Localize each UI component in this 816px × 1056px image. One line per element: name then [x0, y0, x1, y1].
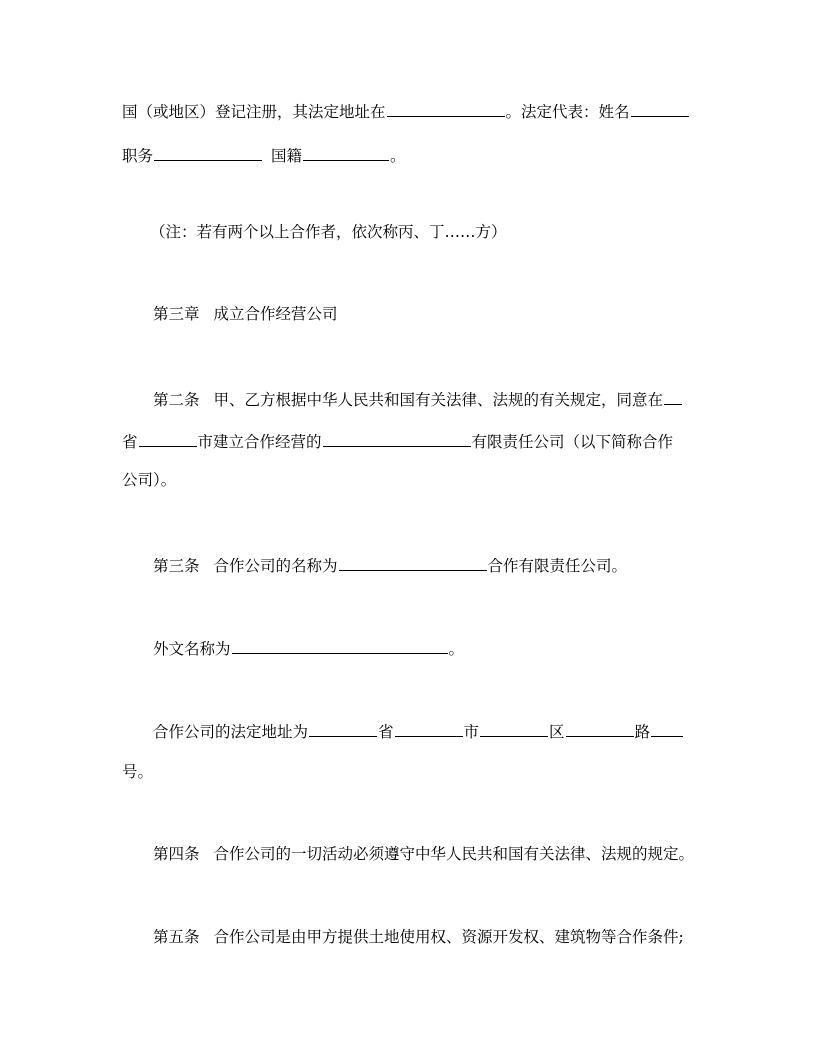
chapter-number: 第三章: [153, 305, 200, 323]
number-blank[interactable]: [651, 722, 683, 737]
article-4-line: [153, 847, 694, 863]
text-segment: 。: [448, 640, 465, 658]
party-registration-line: [122, 102, 690, 121]
text-segment: 合作有限责任公司。: [487, 557, 628, 575]
company-name-blank[interactable]: [323, 432, 471, 447]
position-nationality-line: [122, 146, 406, 165]
article-2-line-3: 公司）。: [122, 471, 177, 489]
article-5-line: [153, 930, 684, 946]
text-segment: 路: [634, 723, 651, 741]
name-blank[interactable]: [631, 102, 689, 117]
text-segment: 区: [549, 723, 565, 741]
text-segment: 合作公司的法定地址为: [153, 723, 309, 741]
province-blank[interactable]: [664, 390, 682, 405]
text-segment: 合作公司是由甲方提供土地使用权、资源开发权、建筑物等合作条件;: [213, 928, 684, 946]
province-blank[interactable]: [309, 722, 377, 737]
text-segment: 外文名称为: [153, 640, 231, 658]
company-name-blank[interactable]: [339, 556, 487, 571]
article-number: 第二条: [153, 391, 200, 409]
text-segment: 。: [390, 147, 406, 165]
foreign-name-blank[interactable]: [232, 639, 448, 654]
text-segment: 有限责任公司（以下简称合作: [471, 433, 674, 451]
foreign-name-line: [153, 639, 464, 658]
text-segment: 市: [463, 723, 480, 741]
road-blank[interactable]: [566, 722, 634, 737]
article-3-line: [153, 556, 627, 575]
article-number: 第五条: [153, 928, 200, 946]
district-blank[interactable]: [480, 722, 548, 737]
city-blank[interactable]: [395, 722, 463, 737]
text-segment: 市建立合作经营的: [197, 433, 322, 451]
text-segment: 国籍: [271, 147, 303, 165]
text-segment: 省: [378, 723, 394, 741]
chapter-heading: [153, 307, 338, 323]
text-segment: 职务: [122, 147, 154, 165]
address-blank[interactable]: [387, 102, 505, 117]
text-segment: 省: [122, 433, 138, 451]
nationality-blank[interactable]: [303, 146, 389, 161]
text-segment: 甲、乙方根据中华人民共和国有关法律、法规的有关规定，同意在: [213, 391, 664, 409]
legal-address-line: [153, 722, 684, 741]
text-segment: 国（或地区）登记注册，其法定地址在: [122, 103, 386, 121]
note-line: （注：若有两个以上合作者，依次称丙、丁……方）: [150, 223, 507, 241]
position-blank[interactable]: [154, 146, 262, 161]
text-segment: 。法定代表：姓名: [505, 103, 630, 121]
text-segment: 合作公司的一切活动必须遵守中华人民共和国有关法律、法规的规定。: [213, 845, 695, 863]
text-segment: 合作公司的名称为: [213, 557, 338, 575]
article-number: 第四条: [153, 845, 200, 863]
city-blank[interactable]: [139, 432, 197, 447]
legal-address-line-2: 号。: [122, 763, 154, 781]
chapter-title: 成立合作经营公司: [213, 305, 338, 323]
article-2-line-1: [153, 390, 683, 409]
article-number: 第三条: [153, 557, 200, 575]
article-2-line-2: [122, 432, 673, 451]
